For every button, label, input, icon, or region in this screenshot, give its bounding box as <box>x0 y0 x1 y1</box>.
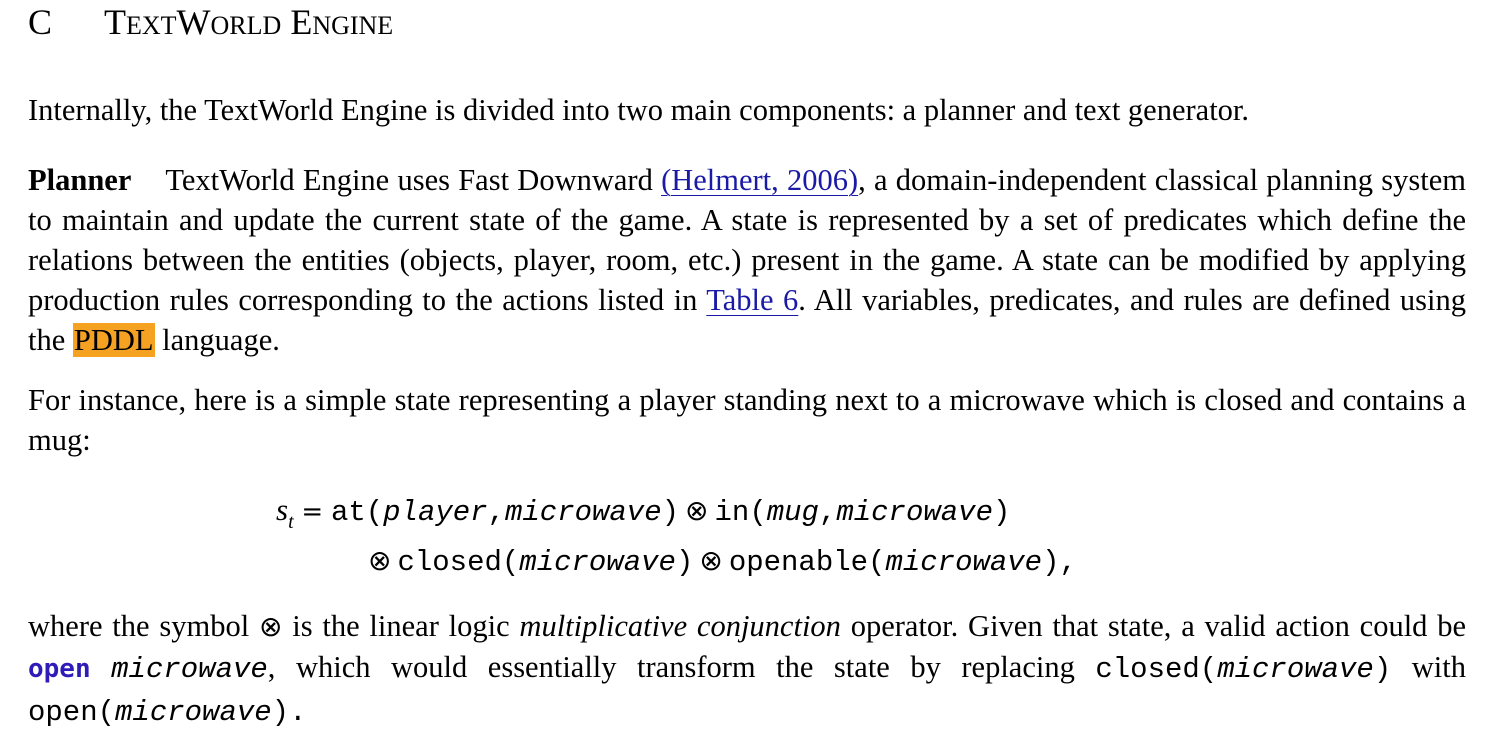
section-title: TEXTWORLD ENGINE <box>104 2 394 42</box>
section-heading <box>28 2 393 46</box>
tensor-symbol: ⊗ <box>258 610 283 643</box>
table-reference-link[interactable]: Table 6 <box>706 283 799 317</box>
section-number: C <box>28 2 53 42</box>
tensor-operator: ⊗ <box>685 494 709 527</box>
planner-paragraph: Planner TextWorld Engine uses Fast Downward (Helmert, 2006), a domain-independent classical planning system to maintain and update the current state of the game. A state is represented by a set of predicates which define the relations between the entities (objects, player, room, etc.) present in the game. A state can be modified by applying production rules corresponding to the actions listed in Table 6. All variables, predicates, and rules are defined using the PDDL language. <box>28 163 1466 357</box>
equation-line-2: ⊗ closed(microwave) ⊗ openable(microwave), <box>368 544 1077 579</box>
conclusion-paragraph: where the symbol ⊗ is the linear logic multiplicative conjunction operator. Given that state, a valid action could be open microwave, which would essentially transform the state by replacing closed(microwave) with open(microwave). <box>28 609 1466 729</box>
equation-line-1: $s_t$ = at(player,microwave) ⊗ in(mug,microwave) <box>276 492 1011 533</box>
planner-heading: Planner <box>28 163 132 197</box>
action-keyword: open <box>28 654 91 684</box>
instance-paragraph: For instance, here is a simple state representing a player standing next to a microwave which is closed and contains a mug: <box>28 383 1466 457</box>
emphasis-term: multiplicative conjunction <box>519 609 841 643</box>
citation-link[interactable]: (Helmert, 2006) <box>661 163 859 197</box>
intro-paragraph: Internally, the TextWorld Engine is divided into two main components: a planner and text generator. <box>28 93 1250 127</box>
highlighted-term[interactable]: PDDL <box>73 323 154 357</box>
tensor-operator: ⊗ <box>368 544 392 577</box>
tensor-operator: ⊗ <box>699 544 723 577</box>
